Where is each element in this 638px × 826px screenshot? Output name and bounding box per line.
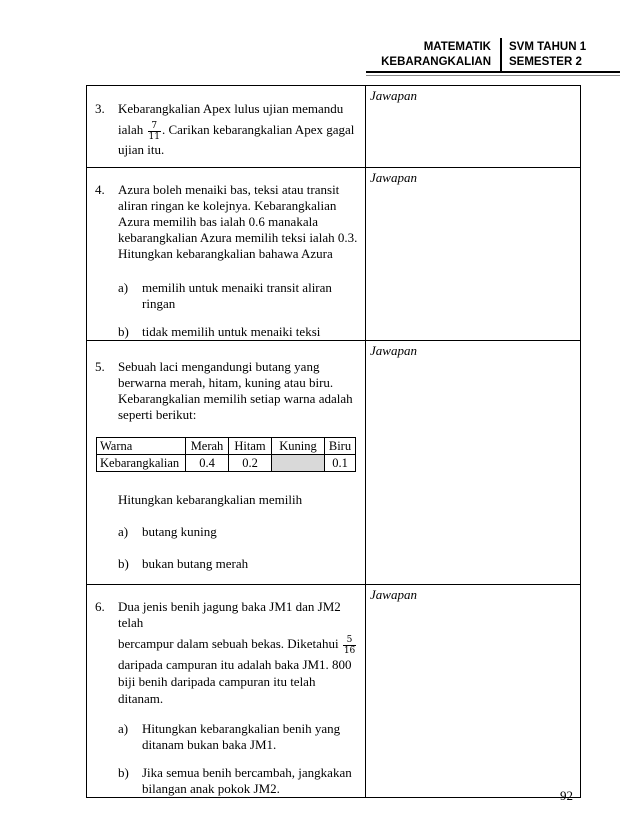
question-number: 6. [95, 599, 105, 614]
answer-label: Jawapan [370, 170, 417, 185]
question-instruction: Hitungkan kebarangkalian memilih [118, 492, 303, 507]
sub-question-a: a) Hitungkan kebarangkalian benih yang ditanam bukan baka JM1. [118, 720, 341, 752]
fraction: $\frac{5}{16}$ [343, 634, 356, 656]
question-cell [87, 86, 366, 168]
question-text-line: ialah $\frac{7}{11}$ . Carikan kebarangkalian Apex gagal [118, 120, 355, 142]
sub-question-b: b) Jika semua benih bercambah, jangkakan bilangan anak pokok JM2. [118, 764, 352, 796]
answer-cell[interactable] [366, 341, 581, 585]
question-row-3 [87, 86, 581, 168]
table-cell: Kuning [272, 438, 325, 455]
question-cell [87, 341, 366, 585]
table-cell: 0.1 [325, 455, 356, 472]
table-cell: Hitam [229, 438, 272, 455]
question-text-line: bercampur dalam sebuah bekas. Diketahui $\frac{5}{16}$ [118, 634, 356, 656]
question-row-6 [87, 585, 581, 798]
table-cell: Merah [186, 438, 229, 455]
probability-table [96, 437, 356, 472]
question-number: 4. [95, 182, 105, 197]
header-rule [366, 71, 620, 73]
question-number: 3. [95, 101, 105, 116]
question-row-4 [87, 168, 581, 341]
question-table [86, 85, 581, 798]
answer-cell[interactable] [366, 86, 581, 168]
header-rule-thin [366, 75, 620, 76]
subject-title: MATEMATIK [423, 41, 491, 53]
answer-label: Jawapan [370, 587, 417, 602]
sub-question-b: b) bukan butang merah [118, 556, 249, 571]
subject-topic: KEBARANGKALIAN [381, 56, 491, 68]
table-cell: Biru [325, 438, 356, 455]
question-number: 5. [95, 359, 105, 374]
answer-cell[interactable] [366, 168, 581, 341]
class-label [509, 40, 619, 70]
class-semester: SEMESTER 2 [509, 56, 582, 68]
question-row-5 [87, 341, 581, 585]
question-text-line: biji benih daripada campuran itu telah ditanam. [118, 673, 316, 706]
table-cell-blank [272, 455, 325, 472]
header-divider [500, 38, 502, 72]
question-cell [87, 585, 366, 798]
table-cell: 0.4 [186, 455, 229, 472]
question-cell [87, 168, 366, 341]
table-header-row [97, 438, 356, 455]
sub-question-b: b) tidak memilih untuk menaiki teksi [118, 324, 321, 339]
question-text-line: Dua jenis benih jagung baka JM1 dan JM2 telah [118, 599, 341, 630]
answer-label: Jawapan [370, 343, 417, 358]
fraction: $\frac{7}{11}$ [148, 120, 160, 142]
sub-question-a: a) memilih untuk menaiki transit aliran ringan [118, 280, 332, 311]
table-cell: 0.2 [229, 455, 272, 472]
answer-cell[interactable] [366, 585, 581, 798]
class-year: SVM TAHUN 1 [509, 41, 587, 53]
question-text-line: ujian itu. [118, 141, 165, 157]
answer-label: Jawapan [370, 88, 417, 103]
question-text: Sebuah laci mengandungi butang yang berwarna merah, hitam, kuning atau biru. Kebarangkalian memilih setiap warna adalah seperti berikut: [118, 359, 353, 422]
sub-question-a: a) butang kuning [118, 524, 217, 539]
question-text-line: daripada campuran itu adalah baka JM1. 800 [118, 656, 352, 672]
question-text: Azura boleh menaiki bas, teksi atau transit aliran ringan ke kolejnya. Kebarangkalian Azura memilih bas ialah 0.6 manakala kebarangkalian Azura memilih teksi ialah 0.3. Hitungkan kebarangkalian bahawa Azura [118, 182, 358, 261]
page-number: 92 [560, 788, 573, 803]
table-row [97, 455, 356, 472]
table-cell: Kebarangkalian [97, 455, 186, 472]
table-cell: Warna [97, 438, 186, 455]
question-text-line: Kebarangkalian Apex lulus ujian memandu [118, 101, 344, 116]
subject-label [380, 40, 497, 70]
